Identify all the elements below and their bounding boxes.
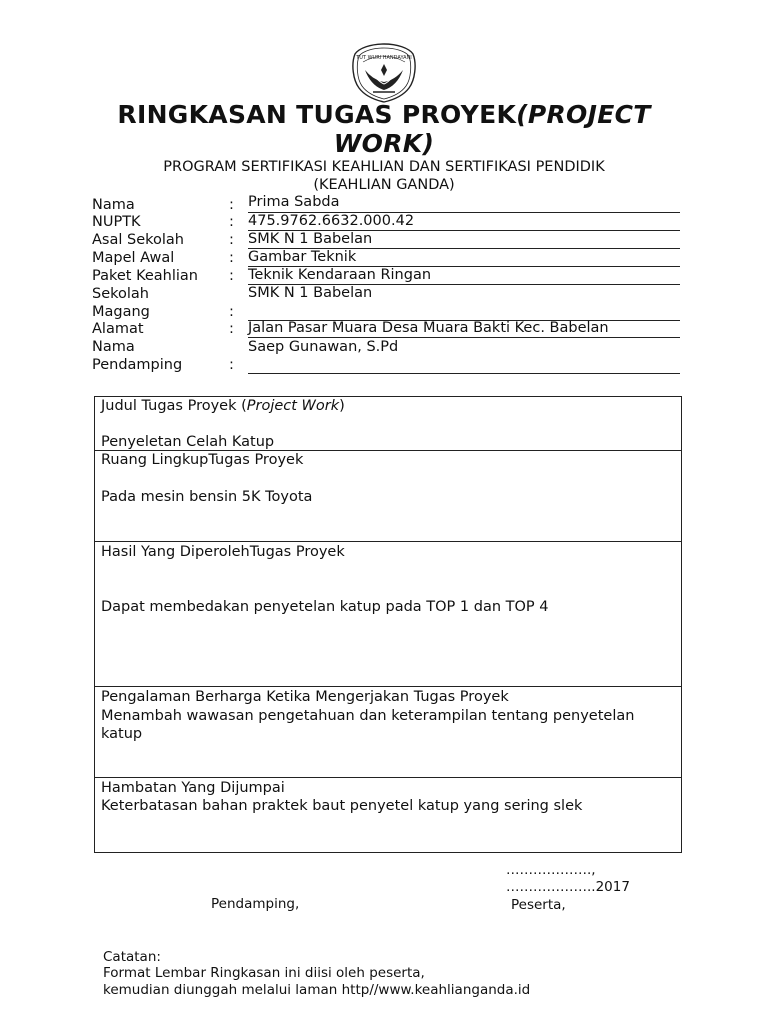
logo-motto-text: TUT WURI HANDAYANI [356,55,412,61]
title-italic-2: WORK) [333,129,435,158]
signature-date: ………………..2017 [506,879,630,895]
judul-label-text: Judul Tugas Proyek ( [101,398,247,414]
field-colon: : [229,232,234,248]
field-value-paket-keahlian: Teknik Kendaraan Ringan [248,267,432,283]
judul-label-italic: Project Work [246,398,340,414]
subtitle-line-1: PROGRAM SERTIFIKASI KEAHLIAN DAN SERTIFIKASI PENDIDIK [163,159,605,175]
section-ruang-value: Pada mesin bensin 5K Toyota [101,489,313,505]
field-value-nama-pendamping: Saep Gunawan, S.Pd [248,339,399,355]
signature-place: ………………., [506,862,596,878]
field-colon: : [229,214,234,230]
section-pengalaman-label: Pengalaman Berharga Ketika Mengerjakan Tugas Proyek [101,689,509,705]
document-subtitle [84,158,684,194]
section-pengalaman-value-1: Menambah wawasan pengetahuan dan keterampilan tentang penyetelan [101,708,635,724]
subtitle-line-2: (KEAHLIAN GANDA) [313,177,455,193]
field-label-alamat: Alamat [92,321,144,337]
title-italic-1: (PROJECT [516,100,651,129]
section-pengalaman-value-2: katup [101,726,143,742]
section-ruang-label: Ruang LingkupTugas Proyek [101,452,304,468]
title-main: RINGKASAN TUGAS PROYEK [117,100,517,129]
field-value-mapel-awal: Gambar Teknik [248,249,357,265]
signature-pendamping: Pendamping, [211,896,300,912]
section-judul-label [101,397,676,415]
field-value-asal-sekolah: SMK N 1 Babelan [248,231,373,247]
field-colon: : [229,304,234,320]
field-label-magang: Magang [92,304,150,320]
field-label-nama: Nama [92,197,135,213]
section-divider [95,541,681,542]
field-label-sekolah: Sekolah [92,286,149,302]
field-value-alamat: Jalan Pasar Muara Desa Muara Bakti Kec. Babelan [248,320,609,336]
section-judul-value: Penyeletan Celah Katup [101,434,275,450]
field-value-nama: Prima Sabda [248,194,340,210]
field-label-mapel-awal: Mapel Awal [92,250,175,266]
section-hambatan-value: Keterbatasan bahan praktek baut penyetel katup yang sering slek [101,798,583,814]
field-underline [248,337,680,338]
field-colon: : [229,268,234,284]
field-label-nama-pendamping: Nama [92,339,135,355]
field-underline [248,373,680,374]
section-hasil-value: Dapat membedakan penyetelan katup pada TOP 1 dan TOP 4 [101,599,549,615]
field-colon: : [229,197,234,213]
notes-heading: Catatan: [103,949,161,965]
field-colon: : [229,250,234,266]
field-colon: : [229,321,234,337]
tut-wuri-handayani-logo [349,42,419,104]
field-label-nuptk: NUPTK [92,214,141,230]
notes-line-2: kemudian diunggah melalui laman http//www.keahlianganda.id [103,982,531,998]
section-divider [95,686,681,687]
field-value-sekolah: SMK N 1 Babelan [248,285,373,301]
signature-peserta: Peserta, [511,897,566,913]
section-hambatan-label: Hambatan Yang Dijumpai [101,780,285,796]
judul-label-end: ) [339,398,345,414]
field-label-pendamping: Pendamping [92,357,183,373]
field-label-asal-sekolah: Asal Sekolah [92,232,184,248]
notes-line-1: Format Lembar Ringkasan ini diisi oleh peserta, [103,965,425,981]
section-divider [95,777,681,778]
document-title [84,100,684,158]
section-hasil-label: Hasil Yang DiperolehTugas Proyek [101,544,345,560]
field-label-paket-keahlian: Paket Keahlian [92,268,198,284]
field-colon: : [229,357,234,373]
field-value-nuptk: 475.9762.6632.000.42 [248,213,415,229]
